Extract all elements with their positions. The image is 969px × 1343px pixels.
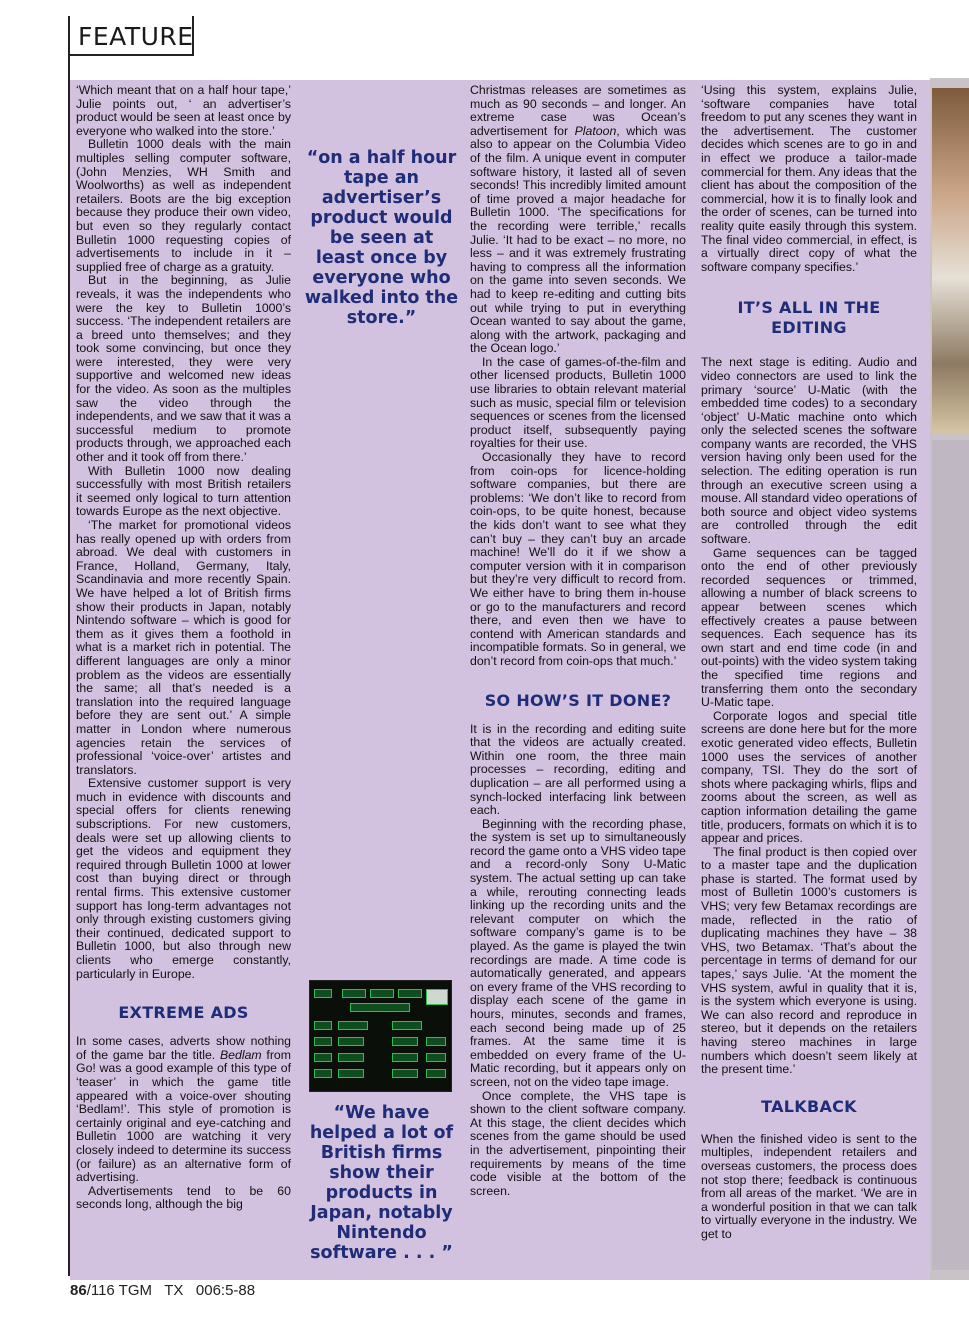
- paragraph: ‘Using this system, explains Julie, ‘software companies have total freedom to put any scenes they want in the advertisement. The customer decides which scenes are to go in and in effect we produce a tailor-made commercial for them. Any ideas that the client has about the composition of the commercial, how it is to finally look and the order of scenes, can be turned into reality quite easily through this system. The final video commercial, in effect, is a virtually direct copy of what the software company specifies.’: [701, 83, 917, 274]
- paragraph: When the finished video is sent to the multiples, independent retailers and overseas customers, the process does not stop there; feedback is continuous from all areas of the market. ‘We are in a wonderful position in that we can talk to virtually everyone in the industry. We get to: [701, 1131, 917, 1241]
- paragraph: In the case of games-of-the-film and other licensed products, Bulletin 1000 use libraries to obtain relevant material such as music, special film or television sequences or scenes from the licensed product itself, subsequently paying royalties for their use.: [470, 354, 686, 451]
- article-column-1: [76, 84, 291, 1212]
- screen-key: [314, 1069, 332, 1078]
- section-title: FEATURE: [78, 22, 194, 51]
- screen-key: [314, 989, 332, 998]
- screen-key: [338, 1021, 368, 1030]
- paragraph: It is in the recording and editing suite that the videos are actually created. Within one room, the three main processes – recording, editing and duplication – are all performed using a synch-locked interfacing link between each.: [470, 721, 686, 818]
- paragraph: The next stage is editing. Audio and video connectors are used to link the primary ‘source’ U-Matic (with the embedded time codes) to a secondary ‘object’ U-Matic machine onto which only the selected scenes the software company wants are recorded, the VHS version having only been used for the selection. The editing operation is run through an executive screen using a mouse. All standard video operations of both source and object video systems are controlled through the edit software.: [701, 355, 917, 547]
- screen-key: [392, 1037, 418, 1046]
- section-header-box: [68, 16, 194, 56]
- paragraph: Corporate logos and special title screens are done here but for the more exotic generated video effects, Bulletin 1000 uses the services of another company, TSI. They do the sort of shots where packaging whirls, flips and zooms about the screen, as well as caption information detailing the game title, producers, formats on which it is to appear and prices.: [701, 708, 917, 846]
- screen-key: [338, 1053, 364, 1062]
- edit-software-screenshot: [309, 980, 452, 1092]
- paragraph: Beginning with the recording phase, the system is set up to simultaneously record the game onto a VHS video tape and a record-only Sony U-Matic system. The actual setting up can take a while, rerouting connecting leads linking up the recording units and the relevant computer on which the software company’s game is to be played. As the game is played the twin recordings are made. A time code is automatically generated, and appears on every frame of the VHS recording to display each scene of the game in hours, minutes, seconds and frames, each second being made up of 25 frames. At the same time it is embedded on every frame of the U-Matic recording, but it appears only on screen, not on the video tape image.: [470, 816, 687, 1089]
- text-run: Christmas releases are sometimes as much as 90 seconds – and longer. An extreme case was Ocean’s advertisement for: [470, 83, 686, 138]
- paragraph: Occasionally they have to record from coin-ops for licence-holding software companies, but there are problems: ‘We don’t like to record from coin-ops, to be quite honest, because the kids don’t want to see what they can’t buy – they can’t buy an arcade machine! We’ll do it if we show a computer version with it in comparison but they’re very difficult to record from. We either have to bring them in-house or go to the manufacturers and record there, and even then we have to contend with American standards and incompatible formats. So in general, we don’t record from coin-ops that much.’: [470, 450, 686, 668]
- left-border-rule: [68, 16, 70, 1276]
- screen-key: [398, 989, 422, 998]
- game-title: Bedlam: [219, 1047, 262, 1062]
- folio-info: /116 TGM TX 006:5-88: [86, 1282, 256, 1299]
- screen-key: [426, 1053, 446, 1062]
- subheading-talkback: TALKBACK: [761, 1096, 857, 1116]
- text-run: from Go! was a good example of this type of ‘teaser’ in which the game title appeared with a voice-over shouting ‘Bedlam!’. This style of promotion is certainly original and eye-catching and Bulletin 1000 are watching it very closely indeed to determine its success (or failure) as an alternative form of advertising.: [76, 1047, 292, 1185]
- paragraph: But in the beginning, as Julie reveals, it was the independents who were the key to Bulletin 1000’s success. ‘The independent retailers are a breed unto themselves; and they took some convincing, but once they were interested, they were very supportive and welcomed new ideas for the video. As soon as the multiples saw the video through the independents, and we saw that it was a successful medium to promote products through, we approached each other and it took off from there.’: [76, 273, 291, 465]
- screen-key: [314, 1037, 332, 1046]
- screen-key: [338, 1069, 364, 1078]
- screen-key: [338, 1037, 364, 1046]
- screen-key: [314, 1053, 332, 1062]
- text-run: , which was also to appear on the Columbia Video of the film. A unique event in computer software history, it lasted all of seven seconds! This incredibly limited amount of time proved a major headache for Bulletin 1000. ‘The specifications for the recording were terrible,’ recalls Julie. ‘It had to be exact – no more, no less – and it was extremely frustrating having to compress all the information on the game into seven seconds. We had to keep re-editing and cutting bits out while trying to put in everything Ocean wanted to say about the game, along with the artwork, packaging and the Ocean logo.’: [470, 123, 687, 356]
- article-column-3: [470, 84, 686, 1198]
- paragraph: With Bulletin 1000 now dealing successfully with most British retailers it seemed only logical to turn attention towards Europe as the next objective.: [76, 463, 291, 519]
- subheading-extreme-ads: EXTREME ADS: [118, 1003, 249, 1023]
- screen-key: [314, 1021, 332, 1030]
- paragraph: Extensive customer support is very much in evidence with discounts and special offers for clients renewing subscriptions. For new customers, deals were set up allowing clients to get the videos and equipment they required through Bulletin 1000 at lower cost than buying direct or through rental firms. This extensive customer support has long-term advantages not only through existing customers giving their continued, dedicated support to Bulletin 1000, but also through new clients who emerge constantly, particularly in Europe.: [76, 776, 291, 981]
- film-title: Platoon: [574, 123, 617, 138]
- screen-time-bar: [350, 1003, 410, 1012]
- pull-quote-1: “on a half hour tape an advertiser’s product would be seen at least once by everyone who walked into the store.”: [304, 148, 459, 328]
- paragraph: [470, 84, 686, 356]
- screen-key: [392, 1021, 422, 1030]
- article-column-4: [701, 84, 917, 1242]
- subheading-editing: IT’S ALL IN THE EDITING: [737, 298, 881, 338]
- next-page-photo-top: [932, 88, 969, 433]
- screen-key: [426, 1037, 446, 1046]
- screen-key-highlight: [426, 989, 448, 1005]
- paragraph: Advertisements tend to be 60 seconds long, although the big: [76, 1183, 291, 1212]
- paragraph: The final product is then copied over to a master tape and the duplication phase is started. The format used by most of Bulletin 1000’s customers is VHS; very few Betamax recordings are made, reflected in the ratio of duplicating machines they have – 38 VHS, two Betamax. ‘That’s about the percentage in terms of demand for our tapes,’ says Julie. ‘At the moment the VHS system, awful in quality that it is, is the system which everyone is using. We can also record and reproduce in stereo, but it depends on the retailers having stereo machines in large numbers which doesn’t seem likely at the present time.’: [701, 844, 917, 1077]
- paragraph: Bulletin 1000 deals with the main multiples selling computer software, (John Menzies, WH Smith and Woolworths) as well as independent retailers. Boots are the big exception because they produce their own video, but even so they regularly contact Bulletin 1000 requesting copies of advertisements to include in it – supplied free of charge as a gratuity.: [76, 137, 291, 274]
- paragraph: ‘The market for promotional videos has really opened up with orders from abroad. We deal with customers in France, Holland, Germany, Italy, Scandinavia and more recently Spain. We have helped a lot of British firms show their products in Japan, notably Nintendo software – which is good for them as it gives them a foothold in what is a market rich in potential. The different languages are only a minor problem as the videos are essentially the same; all that’s needed is a translation into the required language before they are sent out.’ A simple matter in London where numerous agencies retain the services of professional ‘voice-over’ artistes and translators.: [76, 518, 291, 777]
- screen-key: [370, 989, 394, 998]
- paragraph: ‘Which meant that on a half hour tape,’ Julie points out, ‘ an advertiser’s product would be seen at least once by everyone who walked into the store.’: [76, 83, 291, 138]
- pull-quote-2: “We have helped a lot of British firms show their products in Japan, notably Nintendo software . . . ”: [309, 1103, 454, 1263]
- page-number: 86: [70, 1282, 87, 1299]
- paragraph: Game sequences can be tagged onto the end of other previously recorded sequences or trimmed, allowing a number of black screens to appear between scenes which effectively creates a pause between sequences. Each sequence has its own start and end time code (in and out-points) with the video system taking the specified time regions and transferring them onto the secondary U-Matic tape.: [701, 545, 917, 710]
- paragraph: Once complete, the VHS tape is shown to the client software company. At this stage, the client decides which scenes from the game should be used in the advertisement, pinpointing their requirements by means of the time code visible at the bottom of the screen.: [470, 1088, 686, 1198]
- screen-key: [392, 1053, 418, 1062]
- page-folio: [70, 1282, 255, 1299]
- subheading-how-its-done: SO HOW’S IT DONE?: [484, 690, 672, 710]
- next-page-photo-bottom: [932, 440, 969, 1270]
- screen-key: [342, 989, 366, 998]
- screen-key: [426, 1069, 446, 1078]
- screen-key: [392, 1069, 418, 1078]
- paragraph: [76, 1035, 291, 1185]
- text-run: In some cases, adverts show nothing of the game bar the title.: [76, 1034, 291, 1062]
